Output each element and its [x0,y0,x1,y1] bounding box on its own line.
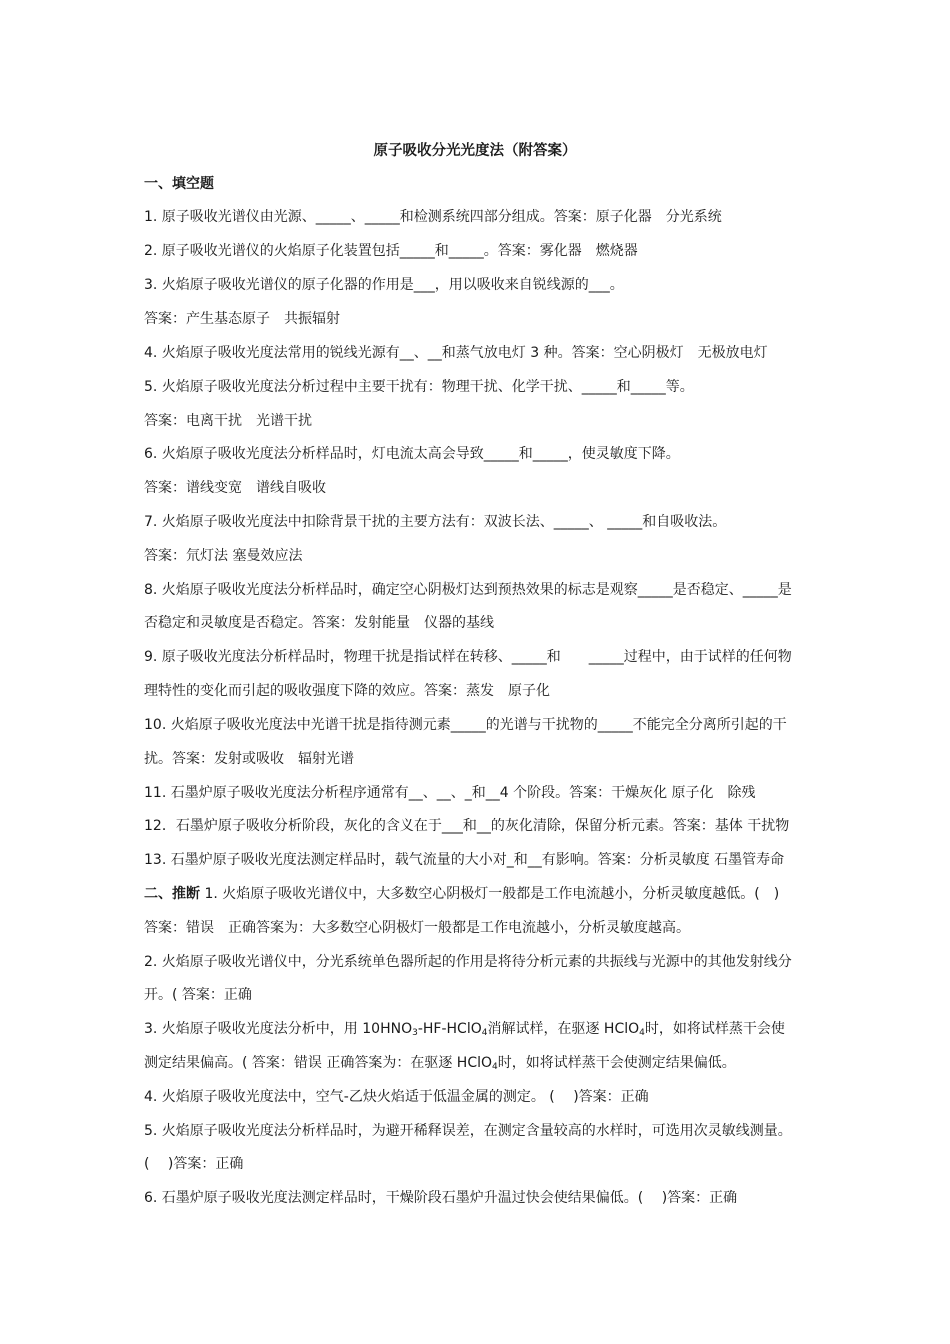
question-line: 扰。答案：发射或吸收 辐射光谱 [144,751,354,767]
subscript: 4 [492,1062,498,1072]
question-line: 理特性的变化而引起的吸收强度下降的效应。答案：蒸发 原子化 [144,683,550,699]
question-line: 8. 火焰原子吸收光度法分析样品时，确定空心阴极灯达到预热效果的标志是观察_____是否稳定、_____是 [144,582,792,598]
subscript: 3 [412,1028,418,1038]
question-line: 6. 石墨炉原子吸收光度法测定样品时，干燥阶段石墨炉升温过快会使结果偏低。( )答案：正确 [144,1190,738,1206]
question-text: 1. 火焰原子吸收光谱仪中，大多数空心阴极灯一般都是工作电流越小，分析灵敏度越低。( ) [200,886,780,902]
question-line: 1. 原子吸收光谱仪由光源、_____、_____和检测系统四部分组成。答案：原子化器 分光系统 [144,209,722,225]
question-line: 10. 火焰原子吸收光度法中光谱干扰是指待测元素_____的光谱与干扰物的_____不能完全分离所引起的干 [144,717,787,733]
section-heading-judgment: 二、推断 [144,886,200,902]
question-line: 4. 火焰原子吸收光度法常用的锐线光源有__、__和蒸气放电灯 3 种。答案：空心阴极灯 无极放电灯 [144,345,768,361]
text-segment: -HF-HClO [417,1021,482,1037]
subscript: 4 [639,1028,645,1038]
question-line: 13. 石墨炉原子吸收光度法测定样品时，载气流量的大小对_和__有影响。答案：分析灵敏度 石墨管寿命 [144,852,785,868]
question-line: 9. 原子吸收光度法分析样品时，物理干扰是指试样在转移、_____和 _____过程中，由于试样的任何物 [144,649,792,665]
text-segment: 消解试样，在驱逐 HClO [487,1021,640,1037]
text-segment: 3. 火焰原子吸收光度法分析中，用 10HNO [144,1021,413,1037]
question-line: 5. 火焰原子吸收光度法分析过程中主要干扰有：物理干扰、化学干扰、_____和_____等。 [144,379,694,395]
question-line [144,1020,785,1042]
judgment-first-line [144,885,779,903]
subscript: 4 [481,1028,488,1038]
question-line: 开。( 答案：正确 [144,987,252,1003]
answer-line: ( )答案：正确 [144,1156,244,1172]
question-line: 7. 火焰原子吸收光度法中扣除背景干扰的主要方法有：双波长法、_____、 _____和自吸收法。 [144,514,727,530]
answer-line: 答案：氘灯法 塞曼效应法 [144,548,303,564]
text-segment: 测定结果偏高。( 答案：错误 正确答案为：在驱逐 HClO [144,1055,493,1071]
question-line: 5. 火焰原子吸收光度法分析样品时，为避开稀释误差，在测定含量较高的水样时，可选用次灵敏线测量。 [144,1123,792,1139]
question-line: 3. 火焰原子吸收光谱仪的原子化器的作用是___，用以吸收来自锐线源的___。 [144,277,624,293]
answer-line: 答案：谱线变宽 谱线自吸收 [144,480,326,496]
text-segment: 时，如将试样蒸干会使 [644,1021,785,1037]
question-line: 4. 火焰原子吸收光度法中，空气-乙炔火焰适于低温金属的测定。 ( )答案：正确 [144,1089,649,1105]
text-segment: 时，如将试样蒸干会使测定结果偏低。 [497,1055,736,1071]
document-title: 原子吸收分光光度法（附答案） [373,143,577,159]
answer-line: 答案：产生基态原子 共振辐射 [144,311,340,327]
question-line: 11. 石墨炉原子吸收光度法分析程序通常有__、__、_和__4 个阶段。答案：干燥灰化 原子化 除残 [144,785,756,801]
answer-line: 答案：错误 正确答案为：大多数空心阴极灯一般都是工作电流越小，分析灵敏度越高。 [144,920,690,936]
question-line: 2. 原子吸收光谱仪的火焰原子化装置包括_____和_____。答案：雾化器 燃烧器 [144,243,638,259]
question-line: 2. 火焰原子吸收光谱仪中，分光系统单色器所起的作用是将待分析元素的共振线与光源中的其他发射线分 [144,954,792,970]
question-line: 否稳定和灵敏度是否稳定。答案：发射能量 仪器的基线 [144,615,494,631]
answer-line: 答案：电离干扰 光谱干扰 [144,413,312,429]
answer-line [144,1054,736,1076]
question-line: 12．石墨炉原子吸收分析阶段，灰化的含义在于___和__的灰化清除，保留分析元素。答案：基体 干扰物 [144,818,790,834]
section-heading-fill-in: 一、填空题 [144,176,214,192]
question-line: 6. 火焰原子吸收光度法分析样品时，灯电流太高会导致_____和_____，使灵敏度下降。 [144,446,680,462]
